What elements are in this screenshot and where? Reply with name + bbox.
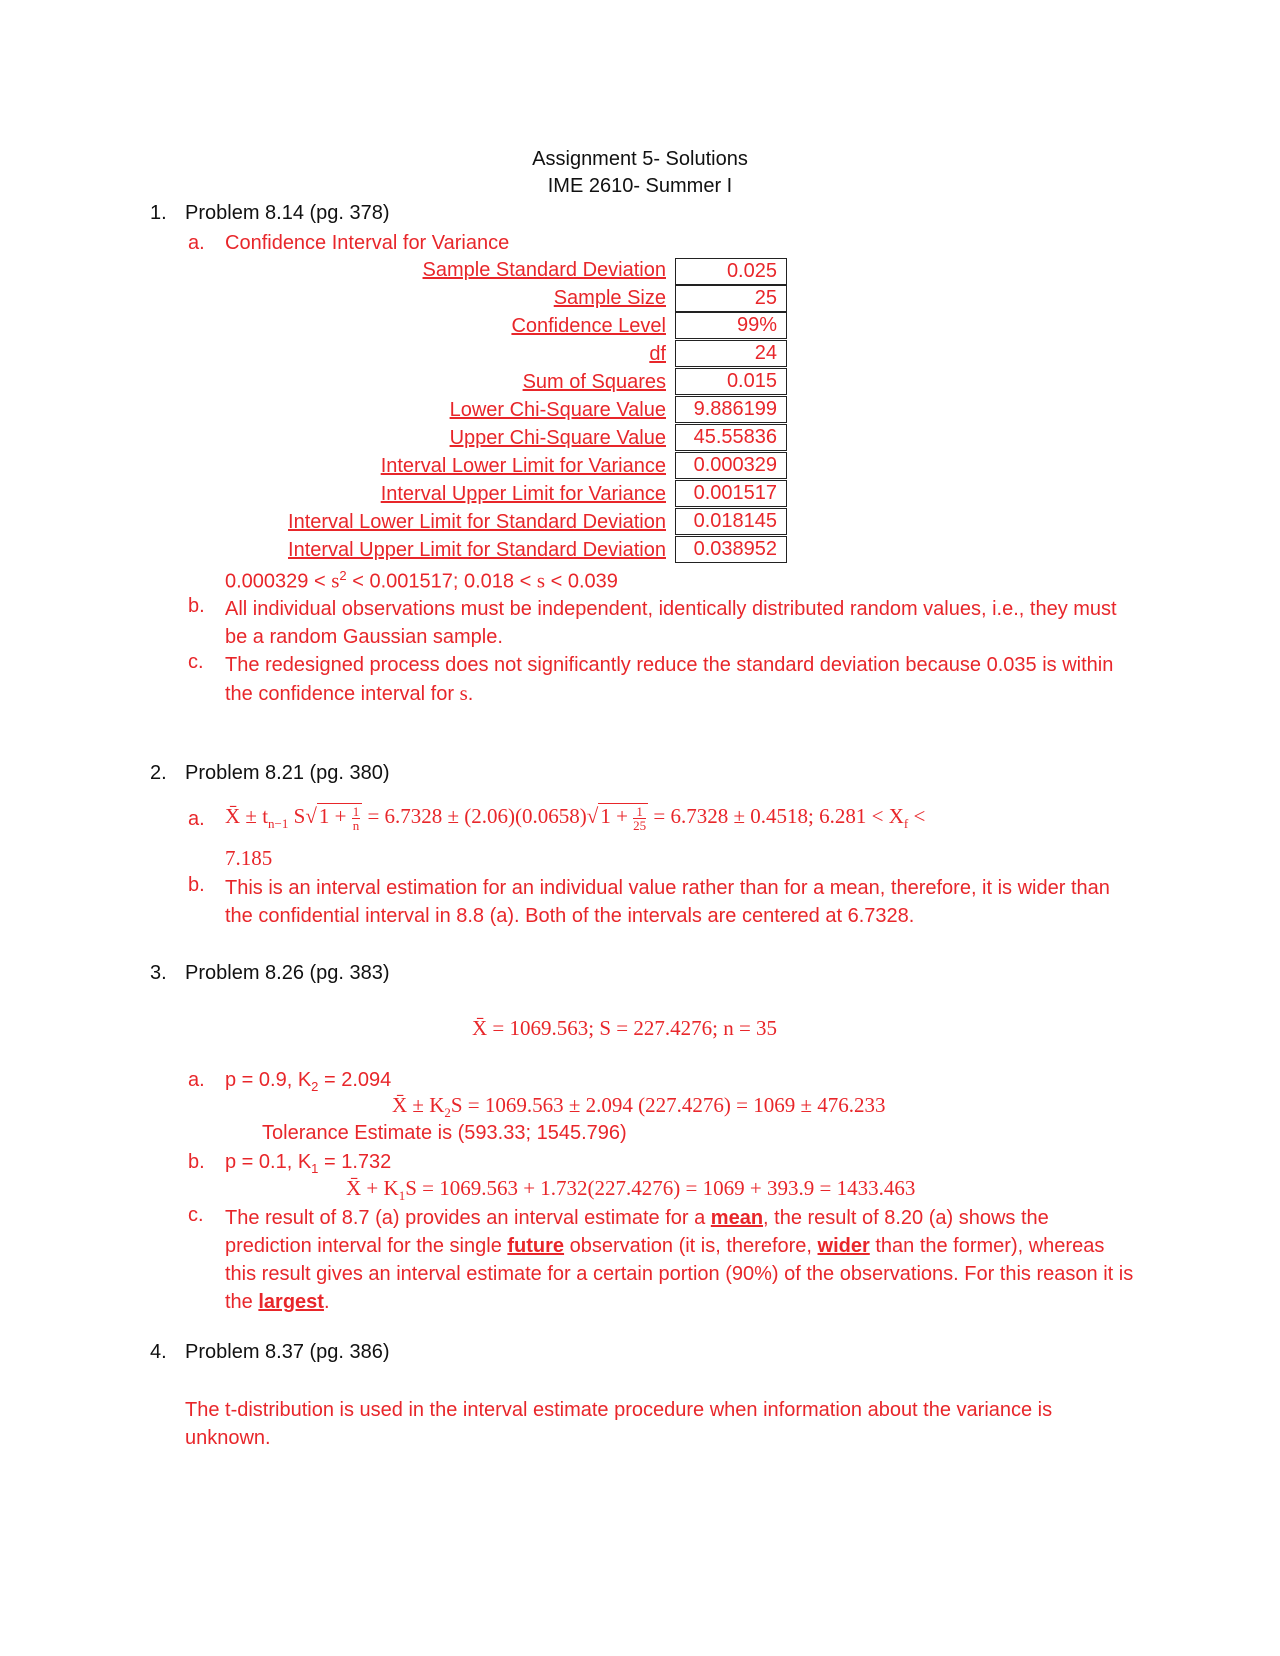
- eq-part: X̄ ± t: [225, 804, 269, 828]
- table-row-value: 9.886199: [675, 396, 787, 423]
- table-row-label: df: [649, 343, 666, 365]
- problem-1a-title: Confidence Interval for Variance: [225, 232, 510, 254]
- problem-2-title: Problem 8.21 (pg. 380): [185, 762, 390, 784]
- eq-part: = 6.7328 ± 0.4518; 6.281 < X: [653, 804, 904, 828]
- param-text: = 2.094: [323, 1069, 392, 1091]
- c-text: than the former), whereas this result gives an interval estimate for a certain portion (90%) of the observations. For this reason it is the: [225, 1235, 1134, 1313]
- sqrt-icon: √: [586, 804, 599, 828]
- table-row-label: Upper Chi-Square Value: [449, 427, 666, 449]
- table-row-label: Sum of Squares: [522, 371, 666, 393]
- problem-3c-letter: c.: [188, 1204, 204, 1226]
- c-end: .: [467, 683, 474, 705]
- eq-root-text: 1 +: [318, 804, 347, 828]
- c-s: s: [459, 681, 468, 705]
- problem-2a-equation: [225, 803, 925, 832]
- c-text: The redesigned process does not significantly reduce the standard deviation because 0.035 is within the confidence interval for: [225, 654, 1114, 705]
- eq-part: S: [293, 804, 306, 828]
- table-row-label: Interval Upper Limit for Standard Deviation: [288, 539, 666, 561]
- param-text: p = 0.1, K: [225, 1151, 312, 1173]
- problem-3b-params: [225, 1151, 391, 1176]
- eq-part: X̄ ± K: [392, 1093, 445, 1117]
- problem-1-number: 1.: [150, 202, 167, 224]
- emphasis-wider: wider: [817, 1235, 870, 1257]
- eq-sub: f: [903, 816, 909, 832]
- problem-4-text: The t-distribution is used in the interval estimate procedure when information about the variance is unknown.: [185, 1399, 1053, 1449]
- eq-root: [598, 803, 648, 832]
- table-row-value: 25: [675, 285, 787, 312]
- problem-2-number: 2.: [150, 762, 167, 784]
- table-row-value: 0.015: [675, 368, 787, 395]
- problem-3a-params: [225, 1069, 391, 1094]
- table-row-label: Lower Chi-Square Value: [449, 399, 666, 421]
- table-row-value: 0.001517: [675, 480, 787, 507]
- problem-3a-equation: [392, 1093, 886, 1121]
- table-row-label: Interval Upper Limit for Variance: [380, 483, 666, 505]
- problem-2b-letter: b.: [188, 874, 205, 896]
- result-part: < 0.039: [550, 570, 618, 593]
- table-row-label: Sample Standard Deviation: [422, 259, 666, 281]
- frac-bottom: n: [352, 817, 360, 833]
- document-title: Assignment 5- Solutions: [532, 148, 748, 170]
- emphasis-future: future: [507, 1235, 565, 1257]
- table-row-value: 0.038952: [675, 536, 787, 563]
- problem-3-summary-equation: X̄ = 1069.563; S = 227.4276; n = 35: [472, 1016, 778, 1040]
- param-text: = 1.732: [323, 1151, 392, 1173]
- table-row-label: Sample Size: [553, 287, 666, 309]
- problem-1-title: Problem 8.14 (pg. 378): [185, 202, 390, 224]
- c-text: .: [323, 1291, 330, 1313]
- table-row-value: 0.025: [675, 258, 787, 285]
- param-text: p = 0.9, K: [225, 1069, 312, 1091]
- param-sub: 2: [311, 1079, 319, 1094]
- frac-top: 1: [352, 803, 360, 819]
- problem-2a-equation-line2: 7.185: [225, 846, 273, 870]
- problem-2a-letter: a.: [188, 808, 205, 830]
- eq-root-text: 1 +: [600, 804, 628, 828]
- result-s: s: [331, 568, 340, 593]
- eq-part: = 6.7328 ± (2.06)(0.0658): [367, 804, 587, 828]
- problem-4-number: 4.: [150, 1341, 167, 1363]
- document-subtitle: IME 2610- Summer I: [547, 175, 733, 197]
- problem-3b-equation: [346, 1176, 915, 1204]
- problem-4-title: Problem 8.37 (pg. 386): [185, 1341, 390, 1363]
- eq-part: S = 1069.563 + 1.732(227.4276) = 1069 + 393.9 = 1433.463: [405, 1176, 916, 1200]
- c-text: , the result of 8.20 (a) shows the prediction interval for the single: [225, 1207, 1049, 1257]
- eq-sub: n−1: [268, 816, 289, 832]
- problem-3-title: Problem 8.26 (pg. 383): [185, 962, 390, 984]
- frac-bottom: 25: [633, 817, 647, 833]
- emphasis-largest: largest: [258, 1291, 324, 1313]
- result-part: 0.000329 <: [225, 570, 326, 593]
- table-row-label: Interval Lower Limit for Standard Deviation: [288, 511, 666, 533]
- eq-part: S = 1069.563 ± 2.094 (227.4276) = 1069 ± 476.233: [450, 1093, 886, 1117]
- problem-1a-result: [225, 568, 618, 594]
- result-part: < 0.001517; 0.018 <: [352, 570, 532, 593]
- eq-fraction: [633, 805, 646, 832]
- table-row-value: 0.018145: [675, 508, 787, 535]
- table-row-label: Interval Lower Limit for Variance: [380, 455, 666, 477]
- problem-2b-text: This is an interval estimation for an individual value rather than for a mean, therefore, it is wider than the confidential interval in 8.8 (a). Both of the intervals are centered at 6.7328.: [225, 877, 1110, 927]
- eq-part: X̄ + K: [346, 1176, 399, 1200]
- problem-3c-text: [225, 1204, 1135, 1316]
- problem-3a-letter: a.: [188, 1069, 205, 1091]
- problem-3-number: 3.: [150, 962, 167, 984]
- problem-1c-text: [225, 651, 1135, 708]
- table-row-label: Confidence Level: [511, 315, 666, 337]
- problem-3b-letter: b.: [188, 1151, 205, 1173]
- eq-sub: 1: [398, 1188, 406, 1204]
- table-row-value: 99%: [675, 312, 787, 339]
- sqrt-icon: √: [305, 804, 317, 828]
- eq-sub: 2: [444, 1105, 451, 1121]
- eq-part: <: [913, 804, 926, 828]
- problem-1a-letter: a.: [188, 232, 205, 254]
- table-row-value: 24: [675, 340, 787, 367]
- c-text: observation (it is, therefore,: [569, 1235, 812, 1257]
- problem-1b-text: All individual observations must be independent, identically distributed random values, i.e., they must be a random Gaussian sample.: [225, 598, 1117, 648]
- eq-root: [317, 803, 362, 832]
- problem-1b-letter: b.: [188, 595, 205, 617]
- problem-3a-tolerance: Tolerance Estimate is (593.33; 1545.796): [262, 1122, 627, 1144]
- result-sup: 2: [339, 568, 347, 583]
- result-s: s: [536, 568, 546, 593]
- c-text: The result of 8.7 (a) provides an interval estimate for a: [225, 1207, 706, 1229]
- table-row-value: 0.000329: [675, 452, 787, 479]
- emphasis-mean: mean: [710, 1207, 764, 1229]
- table-row-value: 45.55836: [675, 424, 787, 451]
- param-sub: 1: [311, 1161, 319, 1176]
- frac-top: 1: [633, 805, 646, 819]
- eq-fraction: [352, 805, 361, 832]
- problem-1c-letter: c.: [188, 651, 204, 673]
